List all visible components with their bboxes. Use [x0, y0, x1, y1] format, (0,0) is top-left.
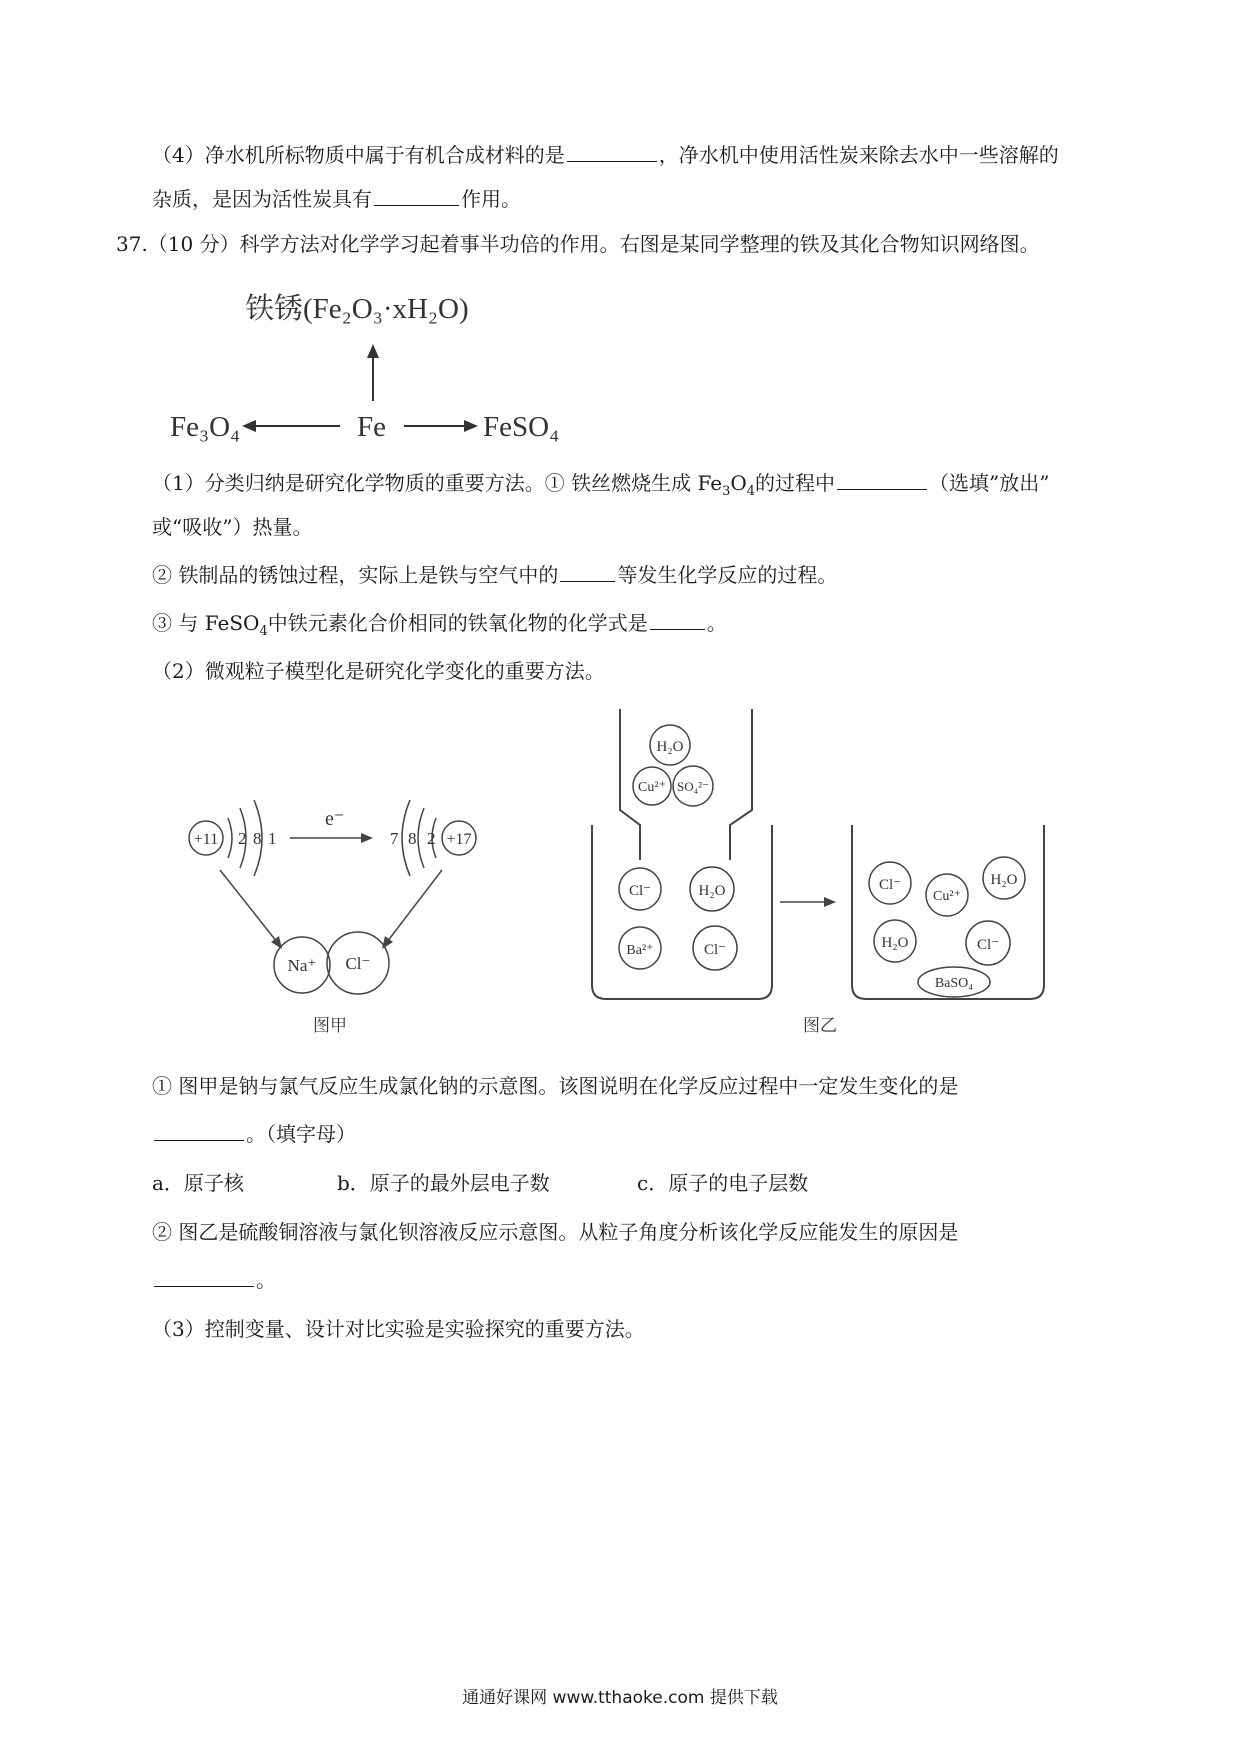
svg-text:Na⁺: Na⁺: [287, 956, 317, 975]
option-a[interactable]: a．原子核: [152, 1171, 244, 1195]
q4-line2: 杂质，是因为活性炭具有 作用。: [152, 187, 521, 211]
iron-network-diagram: [150, 268, 590, 448]
part3-heading: （3）控制变量、设计对比实验是实验探究的重要方法。: [152, 1317, 645, 1341]
svg-text:Cu²⁺: Cu²⁺: [638, 780, 666, 795]
option-b[interactable]: b．原子的最外层电子数: [337, 1171, 550, 1195]
figure-a-caption: 图甲: [313, 1016, 347, 1035]
svg-text:+11: +11: [193, 831, 219, 848]
options-row: [152, 1169, 808, 1197]
answer-blank[interactable]: [560, 561, 615, 582]
answer-blank[interactable]: [650, 609, 705, 630]
electron-arrow: [361, 833, 373, 843]
part2-q2-answer: 。: [152, 1266, 276, 1294]
na-shell-1: 2: [238, 829, 247, 848]
q37-intro: 37.（10 分）科学方法对化学学习起着事半功倍的作用。右图是某同学整理的铁及其化合物知识网络图。: [116, 232, 1040, 256]
arrow-up-head: [367, 344, 379, 358]
svg-text:Cl⁻: Cl⁻: [976, 937, 1000, 953]
answer-blank[interactable]: [837, 469, 927, 490]
svg-text:H₂O: H₂O: [698, 883, 726, 899]
figure-b-caption: 图乙: [803, 1016, 837, 1035]
q4-line1: （4）净水机所标物质中属于有机合成材料的是 ，净水机中使用活性炭来除去水中一些溶解的: [152, 143, 1059, 167]
svg-text:+17: +17: [446, 831, 472, 848]
part2-q2: ② 图乙是硫酸铜溶液与氯化钡溶液反应示意图。从粒子角度分析该化学反应能发生的原因是: [152, 1220, 959, 1244]
left-beaker: [592, 825, 772, 999]
part2-heading: （2）微观粒子模型化是研究化学变化的重要方法。: [152, 659, 605, 683]
answer-blank[interactable]: [374, 185, 459, 206]
part1-line1: （1）分类归纳是研究化学物质的重要方法。① 铁丝燃烧生成 $Fe_3O_4$的过程中 （选填”放出”: [152, 471, 1050, 499]
part2-q1-answer: 。（填字母）: [152, 1120, 356, 1148]
cl-shell-2: 8: [408, 829, 417, 848]
fe3o4-label: Fe₃O₄: [170, 411, 241, 443]
svg-text:Cl⁻: Cl⁻: [878, 877, 902, 893]
fe-label: Fe: [357, 411, 386, 443]
svg-text:BaSO₄: BaSO₄: [934, 976, 974, 991]
svg-text:Cl⁻: Cl⁻: [628, 883, 652, 899]
part1-line2: 或“吸收”）热量。: [152, 515, 313, 539]
arrow-right-head: [464, 420, 478, 432]
answer-blank[interactable]: [154, 1266, 254, 1287]
part2-q1: ① 图甲是钠与氯气反应生成氯化钠的示意图。该图说明在化学反应过程中一定发生变化的是: [152, 1074, 959, 1098]
answer-blank[interactable]: [154, 1120, 244, 1141]
reaction-arrow: [824, 897, 836, 907]
figure-a: [180, 755, 510, 1045]
electron-label: e⁻: [325, 808, 345, 830]
svg-text:SO₄²⁻: SO₄²⁻: [677, 779, 709, 794]
feso4-label: FeSO₄: [483, 411, 560, 443]
svg-text:Cl⁻: Cl⁻: [345, 954, 371, 973]
svg-text:H₂O: H₂O: [656, 739, 684, 755]
svg-text:Ba²⁺: Ba²⁺: [626, 943, 654, 958]
svg-text:Cl⁻: Cl⁻: [703, 942, 727, 958]
svg-text:H₂O: H₂O: [881, 935, 909, 951]
page-footer: 通通好课网 www.tthaoke.com 提供下载: [462, 1688, 778, 1708]
arrow-left-head: [242, 420, 256, 432]
part1-q2: ② 铁制品的锈蚀过程，实际上是铁与空气中的 等发生化学反应的过程。: [152, 563, 838, 587]
svg-text:Cu²⁺: Cu²⁺: [933, 889, 961, 904]
figure-b: [580, 705, 1060, 1045]
option-c[interactable]: c．原子的电子层数: [637, 1171, 809, 1195]
answer-blank[interactable]: [567, 141, 657, 162]
rust-label: 铁锈(Fe₂O₃·xH₂O): [245, 293, 469, 325]
cl-shell-1: 7: [390, 829, 399, 848]
na-shell-2: 8: [253, 829, 262, 848]
na-shell-3: 1: [268, 829, 277, 848]
cl-shell-3: 2: [427, 829, 436, 848]
svg-text:H₂O: H₂O: [990, 872, 1018, 888]
part1-q3: ③ 与 FeSO$_4$中铁元素化合价相同的铁氧化物的化学式是 。: [152, 611, 727, 639]
right-beaker: [852, 825, 1044, 999]
